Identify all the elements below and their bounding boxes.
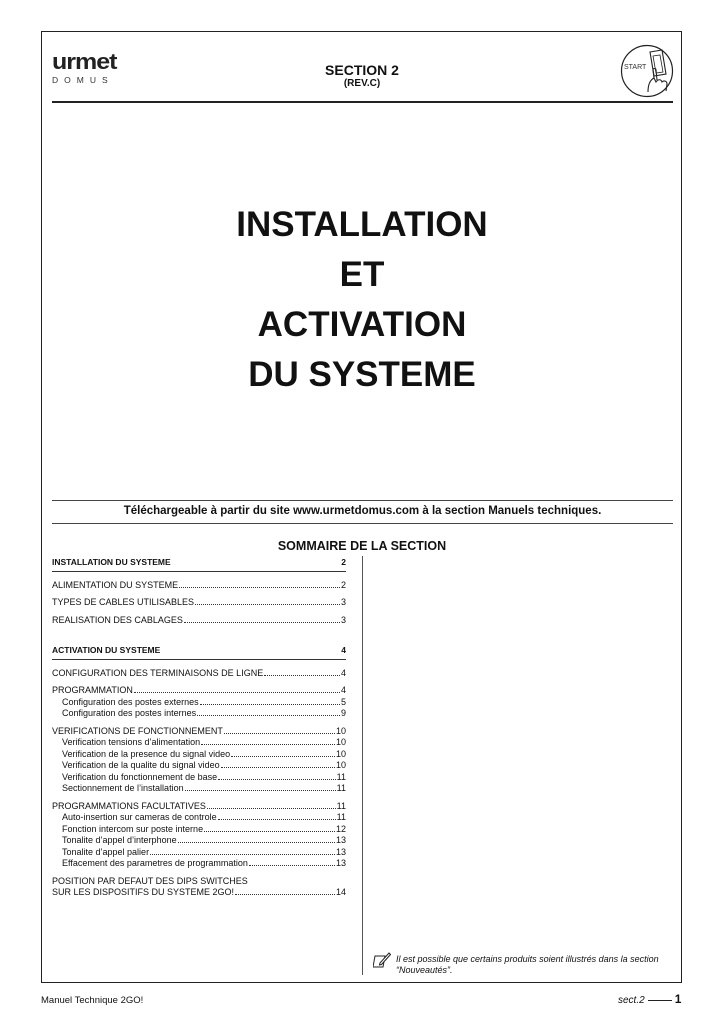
toc-group [52,580,346,592]
toc-section-heading [52,645,346,660]
toc-entry [52,801,346,813]
toc-entry-page: 2 [340,579,346,590]
toc-group [52,597,346,609]
toc-entry [52,685,346,697]
toc-entry-text: Tonalite d’appel d’interphone [62,835,177,845]
toc-entry-page: 13 [335,858,346,868]
toc-leader-dots [197,714,340,716]
toc-group [52,685,346,720]
toc-leader-dots [134,691,340,693]
toc-leader-dots [231,755,335,757]
toc-entry [52,726,346,738]
download-rule-bottom [52,523,673,524]
toc-subentry [52,772,346,784]
toc-entry [52,887,346,899]
toc-leader-dots [235,893,335,895]
toc-subentry [52,749,346,761]
toc-entry-page: 5 [340,696,346,707]
toc-subentry [52,835,346,847]
toc-entry-text: Tonalite d’appel palier [62,846,150,857]
toc-entry-text: Verification du fonctionnement de base [62,771,218,782]
toc-subentry [52,697,346,709]
toc-leader-dots [249,864,335,866]
toc-subentry [52,783,346,795]
toc-group [52,668,346,680]
section-revision: (REV.C) [343,78,381,89]
note-text: Il est possible que certains produits soient illustrés dans la section “Nouveautés”. [396,954,659,975]
toc-entry-page: 10 [335,737,346,747]
toc-group [52,726,346,795]
notepad-pencil-icon [373,952,391,968]
page-number: 1 [674,992,682,1006]
toc-entry-page: 11 [336,800,346,811]
toc-leader-dots [184,621,340,623]
toc-entry-text: SUR LES DISPOSITIFS DU SYSTEME 2GO! [52,887,235,897]
toc-group [52,615,346,627]
start-label: START [624,64,647,71]
download-note: Téléchargeable à partir du site www.urmetdomus.com à la section Manuels techniques. [123,505,602,517]
toc-leader-dots [218,778,336,780]
toc-entry-text: Sectionnement de l’installation [62,783,184,793]
toc-entry-page: 4 [340,685,346,695]
toc-subentry [52,708,346,720]
toc-leader-dots [178,841,335,843]
title-line-4: DU SYSTEME [248,355,476,394]
toc-subentry [52,737,346,749]
logo-sub-text: DOMUS [52,75,114,85]
toc-leader-dots [218,818,336,820]
toc-leader-dots [179,586,340,588]
summary-title: SOMMAIRE DE LA SECTION [277,539,447,553]
toc-entry-page: 3 [340,597,346,607]
header-divider [52,101,673,103]
toc-entry-page: 3 [340,614,346,625]
toc-leader-dots [224,732,335,734]
footer-page-ref [618,992,681,1006]
section-title: SECTION 2 [325,62,399,78]
toc-leader-dots [150,853,335,855]
toc-entry-text: Verification de la qualite du signal video [62,760,220,770]
toc-entry-page: 11 [336,812,346,822]
toc-entry-text: Verification tensions d’alimentation [62,737,201,747]
toc-entry-page: 14 [335,887,346,897]
toc-entry-page: 11 [336,783,346,793]
toc-leader-dots [204,830,335,832]
toc-entry [52,580,346,592]
toc-entry-text: Configuration des postes externes [62,696,199,707]
toc-heading-page: 2 [341,557,346,567]
toc-subentry [52,760,346,772]
toc-entry-page: 12 [335,823,346,834]
toc-leader-dots [195,603,340,605]
toc-entry-text: PROGRAMMATION [52,685,133,695]
toc-group [52,801,346,870]
toc-entry-text: Verification de la presence du signal video [62,748,231,759]
title-line-3: ACTIVATION [257,305,467,344]
footer-manual-title: Manuel Technique 2GO! [41,995,144,1006]
toc-entry-page: 10 [335,760,346,770]
toc-subentry [52,812,346,824]
title-line-2: ET [339,255,385,294]
toc-entry-text: CONFIGURATION DES TERMINAISONS DE LIGNE [52,667,264,678]
toc-entry-text: POSITION PAR DEFAUT DES DIPS SWITCHES [52,875,248,886]
toc-entry [52,615,346,627]
toc-leader-dots [200,703,340,705]
toc-entry-text: Auto-insertion sur cameras de controle [62,812,217,822]
toc-subentry [52,858,346,870]
toc-entry [52,668,346,680]
footer-section-label: sect.2 [618,995,645,1006]
note [373,954,673,976]
toc-entry-text: VERIFICATIONS DE FONCTIONNEMENT [52,725,223,736]
column-divider [362,556,363,975]
toc-subentry [52,824,346,836]
toc-entry [52,597,346,609]
toc-entry-page: 10 [335,725,346,736]
toc-heading-text: ACTIVATION DU SYSTEME [52,645,161,655]
toc-heading-text: INSTALLATION DU SYSTEME [52,557,171,567]
toc-leader-dots [221,766,335,768]
toc-block-activation [52,645,346,899]
toc-leader-dots [185,789,336,791]
toc-entry-text: REALISATION DES CABLAGES [52,614,183,625]
logo-main-text: urmet [52,49,117,75]
toc-leader-dots [264,674,340,676]
toc-leader-dots [201,743,335,745]
toc-entry-page: 13 [335,846,346,857]
toc-entry-page: 9 [340,708,346,718]
toc-entry [52,876,346,888]
toc-section-heading [52,557,346,572]
toc-entry-text: PROGRAMMATIONS FACULTATIVES [52,800,206,811]
download-rule-top [52,500,673,501]
start-icon [620,44,674,98]
toc-entry-page: 11 [336,771,346,782]
toc-entry-page: 4 [340,667,346,678]
toc-leader-dots [207,807,336,809]
toc-entry-text: ALIMENTATION DU SYSTEME [52,579,179,590]
toc-group [52,876,346,899]
toc-entry-text: Fonction intercom sur poste interne [62,823,204,834]
toc-entry-text: Configuration des postes internes [62,708,197,718]
toc-entry-text: TYPES DE CABLES UTILISABLES [52,597,195,607]
title-line-1: INSTALLATION [236,205,488,244]
toc-entry-text: Effacement des parametres de programmation [62,858,248,868]
toc-entry-page: 10 [335,748,346,759]
toc-entry-page: 13 [335,835,346,845]
toc-heading-page: 4 [341,645,346,655]
toc-block-installation [52,557,346,626]
toc-subentry [52,847,346,859]
main-title [0,200,724,400]
